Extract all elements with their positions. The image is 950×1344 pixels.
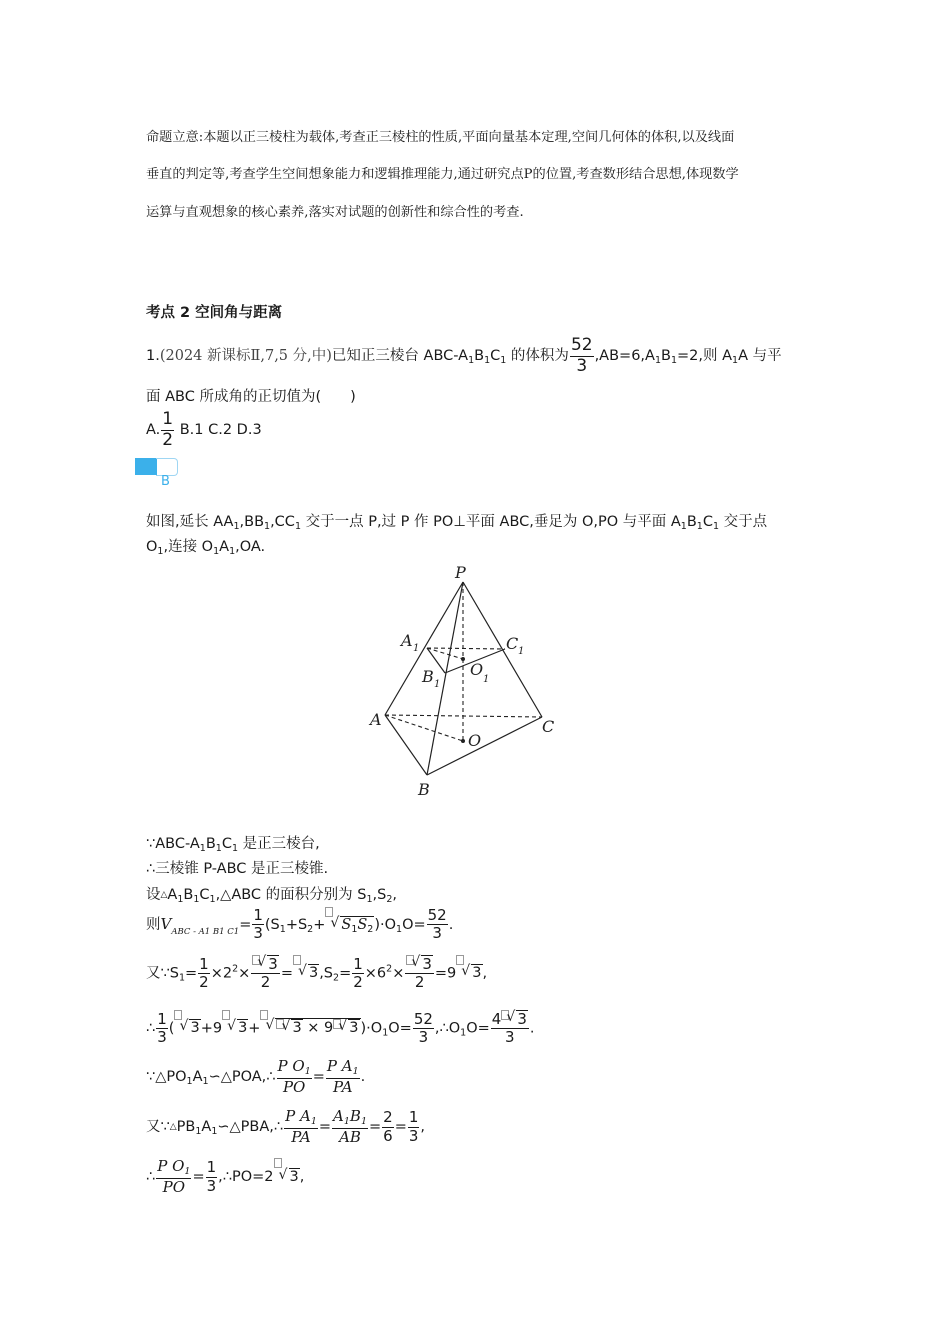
step-5: 又$\because S_1=$ $\frac{1}{2}$ $\times 2^2\times$ √ $\frac{3}{2}$ =√ $3,S_2=$ $\frac{1}{2}$ $\times 6^2\times$ √ $\frac{3}{2}$ =9√ 3,	[146, 955, 487, 992]
answer-tag	[135, 458, 157, 475]
intro-line-1: 命题立意:本题以正三棱柱为载体,考查正三棱柱的性质,平面向量基本定理,空间几何体的体积,以及线面	[146, 130, 735, 145]
label-B1: B	[422, 667, 434, 686]
intro-line-2: 垂直的判定等,考查学生空间想象能力和逻辑推理能力,通过研究点P的位置,考查数形结合思想,体现数学	[146, 167, 739, 182]
section-title: 考点 2 空间角与距离	[146, 305, 283, 321]
question-options: A. $\frac{1}{2}$ B.1 C.2 D.3	[146, 409, 262, 450]
solution-line-1: 如图,延长 $AA_1,BB_1,CC_1$ 交于一点 P,过 P 作 PO⊥平面 ABC,垂足为 O,PO 与平面 $A_1B_1C_1$ 交于点	[146, 514, 768, 532]
svg-text:1: 1	[413, 643, 420, 654]
step-8: 又$\because\triangle PB_1A_1∽\triangle PBA,\therefore$ $\frac{P A_1}{PA}$ = $\frac{A_1B_1}{AB}$ = $\frac{2}{6}$ = $\frac{1}{3}$ ,	[146, 1107, 426, 1146]
question-line-2: 面 ABC 所成角的正切值为( )	[146, 389, 356, 405]
step-7: $\because\triangle PO_1A_1∽\triangle POA,\therefore$ $\frac{P O_1}{PO}$ = $\frac{P A_1}{PA}$ .	[146, 1057, 366, 1096]
label-O1: O	[470, 660, 484, 679]
question-line-1: 1.(2024 新课标Ⅱ,7,5 分,中)已知正三棱台 ABC-$A_1B_1C_1$ 的体积为 $\frac{52}{3}$ $,AB=6,A_1B_1=2$,则 $A_1A$ 与平	[146, 335, 782, 376]
label-A: A	[370, 710, 382, 729]
step-9: ∴ $\frac{P O_1}{PO}$ = $\frac{1}{3}$ ,∴PO=2√ 3,	[146, 1158, 304, 1196]
step-6: ∴ $\frac{1}{3}$ (√ 3+9√ 3+√ √ 3 × 9√ 3 )$\cdot O_1O=$ $\frac{52}{3}$ $,\therefore O_1O=$ $\frac{4√ 3}{3}$ .	[146, 1010, 534, 1047]
edge-BC	[427, 717, 542, 775]
step-1: $\because ABC-A_1B_1C_1$ 是正三棱台,	[146, 836, 320, 854]
label-A1: A	[401, 631, 413, 650]
svg-text:1: 1	[434, 679, 441, 690]
label-P: P	[455, 563, 466, 582]
label-O: O	[468, 731, 482, 750]
point-O1	[461, 657, 465, 661]
question-source: (2024 新课标Ⅱ,7,5 分,中)	[159, 348, 332, 365]
edge-AB	[385, 715, 427, 775]
line-O1A1	[427, 648, 463, 659]
frustum-figure	[360, 560, 570, 805]
intro-line-3: 运算与直观想象的核心素养,落实对试题的创新性和综合性的考查.	[146, 205, 524, 220]
label-B: B	[418, 780, 430, 799]
step-2: ∴三棱锥 P-ABC 是正三棱锥.	[146, 861, 329, 877]
edge-A1C1	[427, 648, 505, 649]
step-3: 设$\triangle A_1B_1C_1,\triangle ABC$ 的面积分别为 $S_1,S_2$,	[146, 887, 398, 905]
svg-text:1: 1	[483, 674, 490, 685]
option-a-fraction: $\frac{1}{2}$	[162, 409, 174, 450]
step-4: 则$V_{ABC - A1 B1 C1}=$ $\frac{1}{3}$ ($S_1+S_2+√$ $S_1S_2)\cdot O_1O=$ $\frac{52}{3}$ .	[146, 907, 453, 943]
point-O	[461, 739, 465, 743]
volume-fraction: $\frac{52}{3}$	[570, 335, 593, 376]
svg-text:1: 1	[518, 646, 525, 657]
line-OA	[385, 715, 463, 741]
label-C: C	[542, 717, 555, 736]
solution-line-2: $O_1$,连接 $O_1A_1,OA$.	[146, 539, 266, 557]
label-C1: C	[506, 634, 519, 653]
answer-letter: B	[161, 474, 170, 489]
